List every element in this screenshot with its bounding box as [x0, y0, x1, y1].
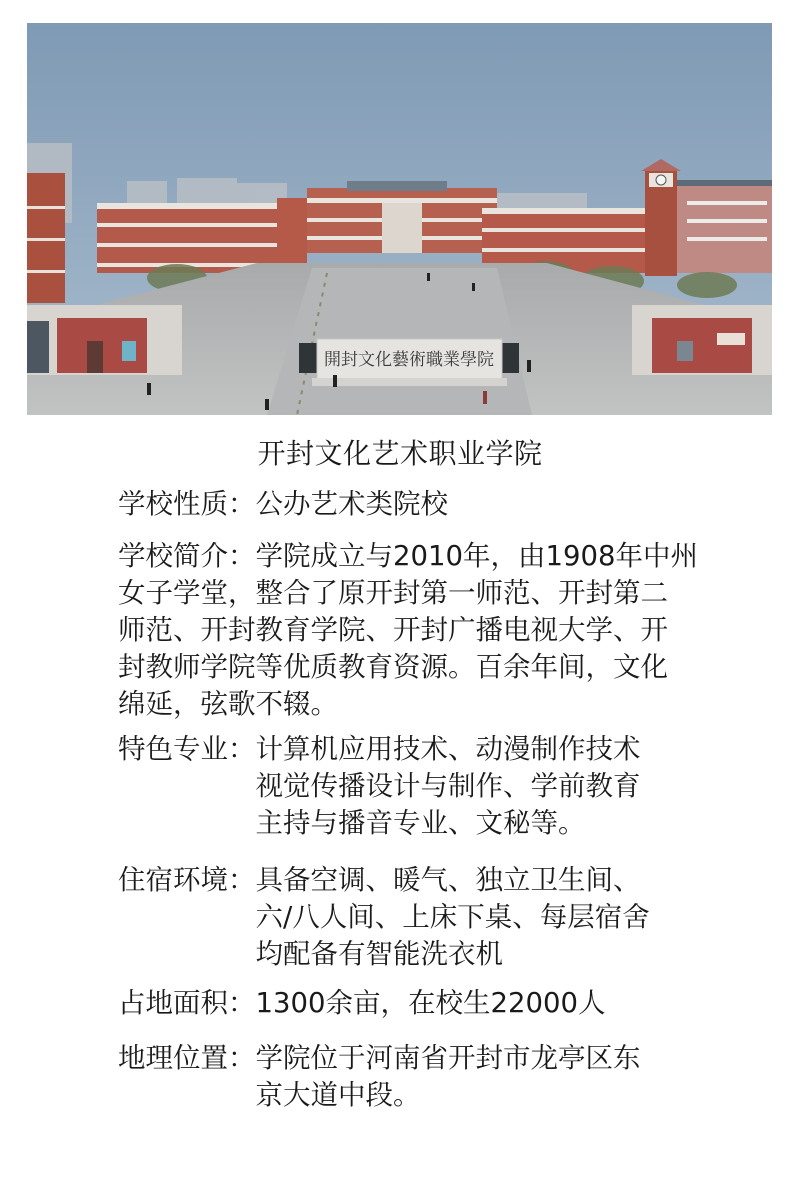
section-value: [256, 985, 739, 1022]
section-line: 六/八人间、上床下桌、每层宿舍: [255, 901, 650, 933]
section-line: 学院位于河南省开封市龙亭区东: [255, 1042, 641, 1074]
section-value: [256, 1040, 739, 1114]
section-line: 均配备有智能洗衣机: [255, 938, 503, 970]
section-value: [256, 731, 739, 842]
page-title: 开封文化艺术职业学院: [257, 437, 543, 470]
section-label: 特色专业：: [118, 733, 256, 765]
section-label: 占地面积：: [118, 987, 256, 1019]
section-value: [256, 486, 739, 523]
section-campus-area: [118, 985, 738, 1022]
section-line: 封教师学院等优质教育资源。百余年间，文化: [118, 651, 668, 683]
campus-photo: [27, 23, 772, 415]
section-school-type: [118, 486, 738, 523]
section-line: 绵延，弦歌不辍。: [118, 688, 338, 720]
section-line: 视觉传播设计与制作、学前教育: [255, 770, 641, 802]
section-line: 具备空调、暖气、独立卫生间、: [255, 864, 641, 896]
section-value: [256, 862, 739, 973]
section-text: 学院成立与2010年，由1908年中州: [255, 540, 698, 572]
gate-sign-text: 開封文化藝術職業學院: [324, 350, 494, 370]
section-line: [118, 538, 728, 575]
campus-aerial-illustration: [27, 23, 772, 415]
section-label: 住宿环境：: [118, 864, 256, 896]
section-label: 学校简介：: [118, 540, 256, 572]
section-line: 女子学堂，整合了原开封第一师范、开封第二: [118, 577, 668, 609]
section-line: 公办艺术类院校: [255, 488, 448, 520]
section-accommodation: [118, 862, 738, 973]
section-location: [118, 1040, 738, 1114]
section-line: 1300余亩，在校生22000人: [255, 987, 606, 1019]
section-school-intro: [118, 538, 728, 723]
section-line: 师范、开封教育学院、开封广播电视大学、开: [118, 614, 668, 646]
section-line: 京大道中段。: [255, 1079, 421, 1111]
section-label: 地理位置：: [118, 1042, 256, 1074]
section-line: 主持与播音专业、文秘等。: [255, 807, 586, 839]
section-label: 学校性质：: [118, 488, 256, 520]
section-line: 计算机应用技术、动漫制作技术: [255, 733, 641, 765]
section-featured-majors: [118, 731, 738, 842]
